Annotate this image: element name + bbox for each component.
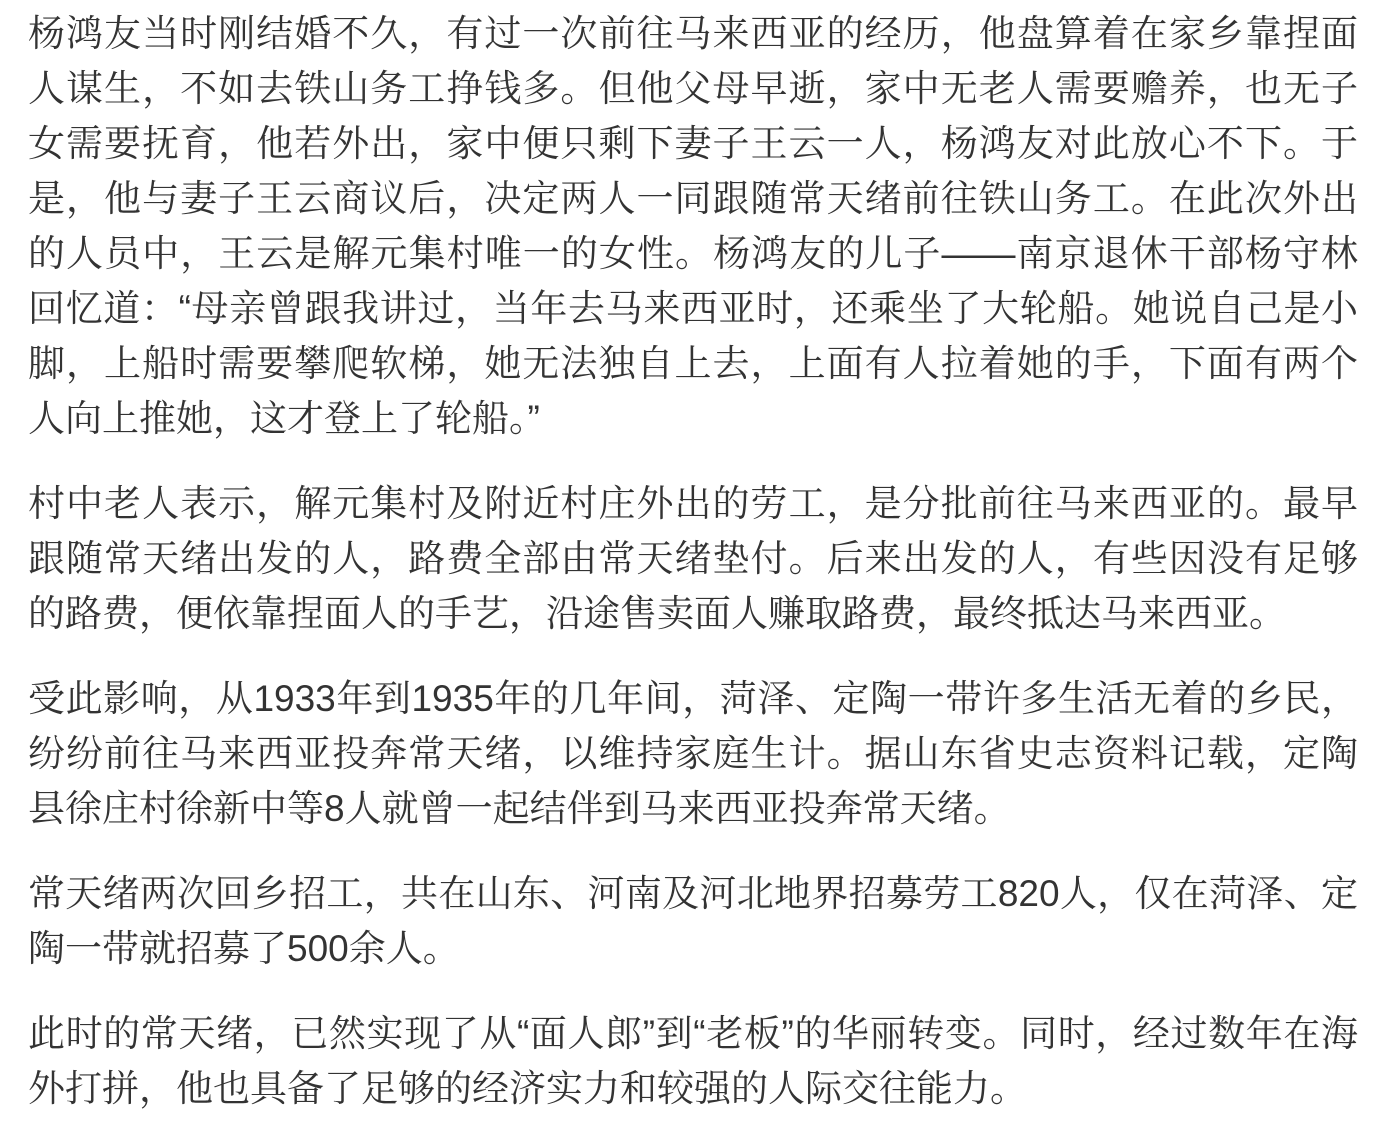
paragraph-2: 村中老人表示，解元集村及附近村庄外出的劳工，是分批前往马来西亚的。最早跟随常天绪出发的人，路费全部由常天绪垫付。后来出发的人，有些因没有足够的路费，便依靠捏面人的手艺，沿途售卖面人赚取路费，最终抵达马来西亚。 <box>28 483 1358 634</box>
paragraph-4: 常天绪两次回乡招工，共在山东、河南及河北地界招募劳工820人，仅在菏泽、定陶一带就招募了500余人。 <box>28 873 1358 969</box>
paragraph-3: 受此影响，从1933年到1935年的几年间，菏泽、定陶一带许多生活无着的乡民，纷纷前往马来西亚投奔常天绪，以维持家庭生计。据山东省史志资料记载，定陶县徐庄村徐新中等8人就曾一起结伴到马来西亚投奔常天绪。 <box>28 678 1358 829</box>
paragraph-5: 此时的常天绪，已然实现了从“面人郎”到“老板”的华丽转变。同时，经过数年在海外打拼，他也具备了足够的经济实力和较强的人际交往能力。 <box>28 1013 1358 1109</box>
paragraph-1: 杨鸿友当时刚结婚不久，有过一次前往马来西亚的经历，他盘算着在家乡靠捏面人谋生，不如去铁山务工挣钱多。但他父母早逝，家中无老人需要赡养，也无子女需要抚育，他若外出，家中便只剩下妻子王云一人，杨鸿友对此放心不下。于是，他与妻子王云商议后，决定两人一同跟随常天绪前往铁山务工。在此次外出的人员中，王云是解元集村唯一的女性。杨鸿友的儿子——南京退休干部杨守林回忆道：“母亲曾跟我讲过，当年去马来西亚时，还乘坐了大轮船。她说自己是小脚，上船时需要攀爬软梯，她无法独自上去，上面有人拉着她的手，下面有两个人向上推她，这才登上了轮船。” <box>28 13 1358 439</box>
